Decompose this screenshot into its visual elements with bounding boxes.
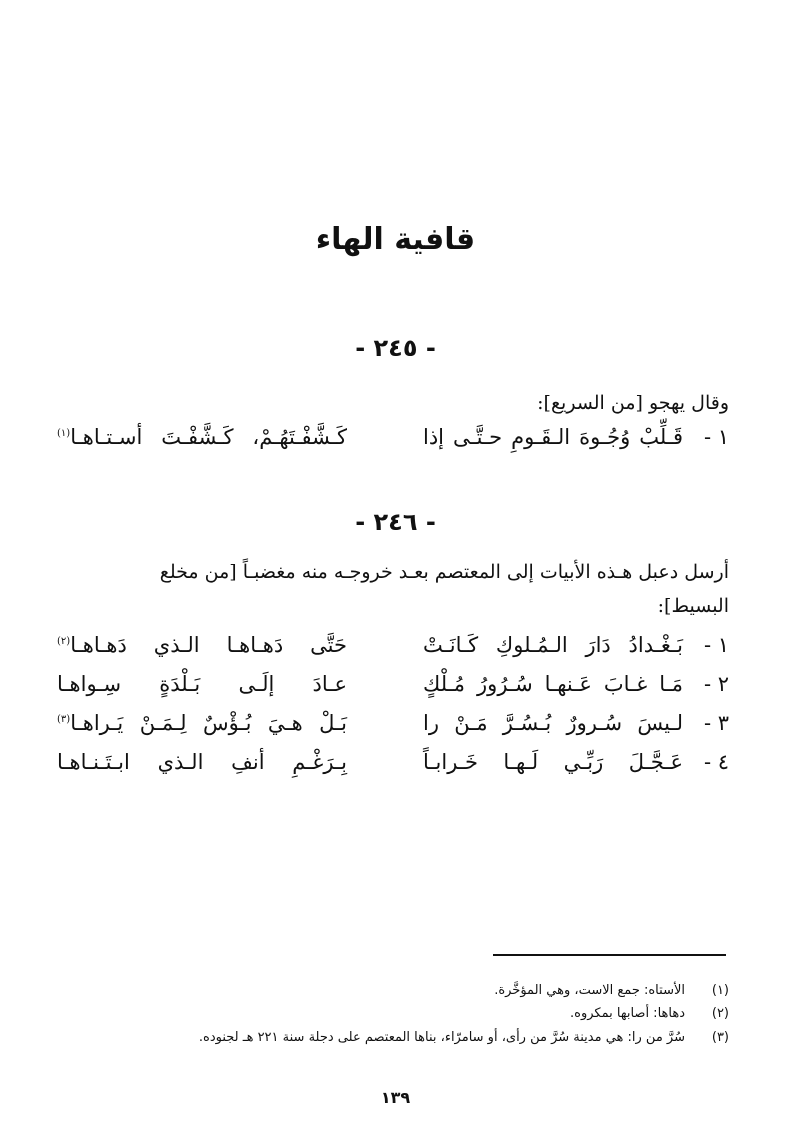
verse-number: ٢ - xyxy=(703,672,729,696)
verse-first-hemistich: قَـلِّبْ وُجُـوهَ الـقَـومِ حـتَّـى إذا xyxy=(423,425,683,449)
poem-intro xyxy=(57,555,729,623)
footnote-number: (٣) xyxy=(711,1030,729,1045)
page-number: ١٣٩ xyxy=(380,1088,411,1107)
verse-first-hemistich: لـيسَ سُـرورٌ بُـسُـرَّ مَـنْ را xyxy=(423,711,683,735)
verse-number: ٤ - xyxy=(703,750,729,774)
hemistich-text: بَـلْ هـيَ بُـؤْسٌ لِـمَـنْ يَـراهـا xyxy=(70,711,347,735)
verse-first-hemistich: مَـا غـابَ عَـنهـا سُـرُورُ مُـلْكٍ xyxy=(423,672,683,696)
chapter-title: قافية الهاء xyxy=(315,222,476,257)
verse-first-hemistich: عَـجَّـلَ رَبِّـي لَـهـا خَـرابـاً xyxy=(423,750,683,774)
footnote-divider xyxy=(493,954,726,956)
verse-number: ١ - xyxy=(703,425,729,449)
footnote xyxy=(57,1006,729,1032)
poem-number: - ٢٤٥ - xyxy=(355,334,436,362)
verse-line xyxy=(57,425,729,459)
verse-line xyxy=(57,750,729,784)
footnote-text: دهاها: أصابها بمكروه. xyxy=(570,1006,685,1021)
poem-number: - ٢٤٦ - xyxy=(355,508,436,536)
footnote-ref: (١) xyxy=(57,428,71,439)
verse-second-hemistich xyxy=(57,425,347,449)
footnote-text: سُرَّ من را: هي مدينة سُرَّ من رأى، أو سامرّاء، بناها المعتصم على دجلة سنة ٢٢١ هـ لجنوده. xyxy=(198,1030,685,1045)
footnote-ref: (٢) xyxy=(57,636,71,647)
footnote-number: (١) xyxy=(711,983,729,998)
verse-line xyxy=(57,711,729,745)
poem-intro-line: البسيط]: xyxy=(657,595,729,617)
verse-second-hemistich: عـادَ إلَـى بَـلْدَةٍ سِـواهـا xyxy=(57,672,347,696)
verse-second-hemistich: بِـرَغْـمِ أنفِ الـذي ابـتَـنـاهـا xyxy=(57,750,347,774)
verse-number: ١ - xyxy=(703,633,729,657)
hemistich-text: حَتَّى دَهـاهـا الـذي دَهـاهـا xyxy=(70,633,347,657)
footnote-number: (٢) xyxy=(711,1006,729,1021)
verse-second-hemistich xyxy=(57,711,347,735)
verse-line xyxy=(57,633,729,667)
verse-line xyxy=(57,672,729,706)
verse-number: ٣ - xyxy=(703,711,729,735)
footnote xyxy=(57,1030,729,1056)
hemistich-text: كَـشَّفْـتَهُـمْ، كَـشَّفْـتَ أسـتـاهـا xyxy=(70,425,347,449)
poem-intro: وقال يهجو [من السريع]: xyxy=(537,392,729,414)
footnote-text: الأستاه: جمع الاست، وهي المؤخَّرة. xyxy=(494,983,685,998)
footnote-ref: (٣) xyxy=(57,714,71,725)
verse-first-hemistich: بَـغْـدادُ دَارَ الـمُـلوكِ كَـانَـتْ xyxy=(423,633,683,657)
poem-intro-line: أرسل دعبل هـذه الأبيات إلى المعتصم بعـد خروجـه منه مغضبـاً [من مخلع xyxy=(159,561,729,583)
verse-second-hemistich xyxy=(57,633,347,657)
